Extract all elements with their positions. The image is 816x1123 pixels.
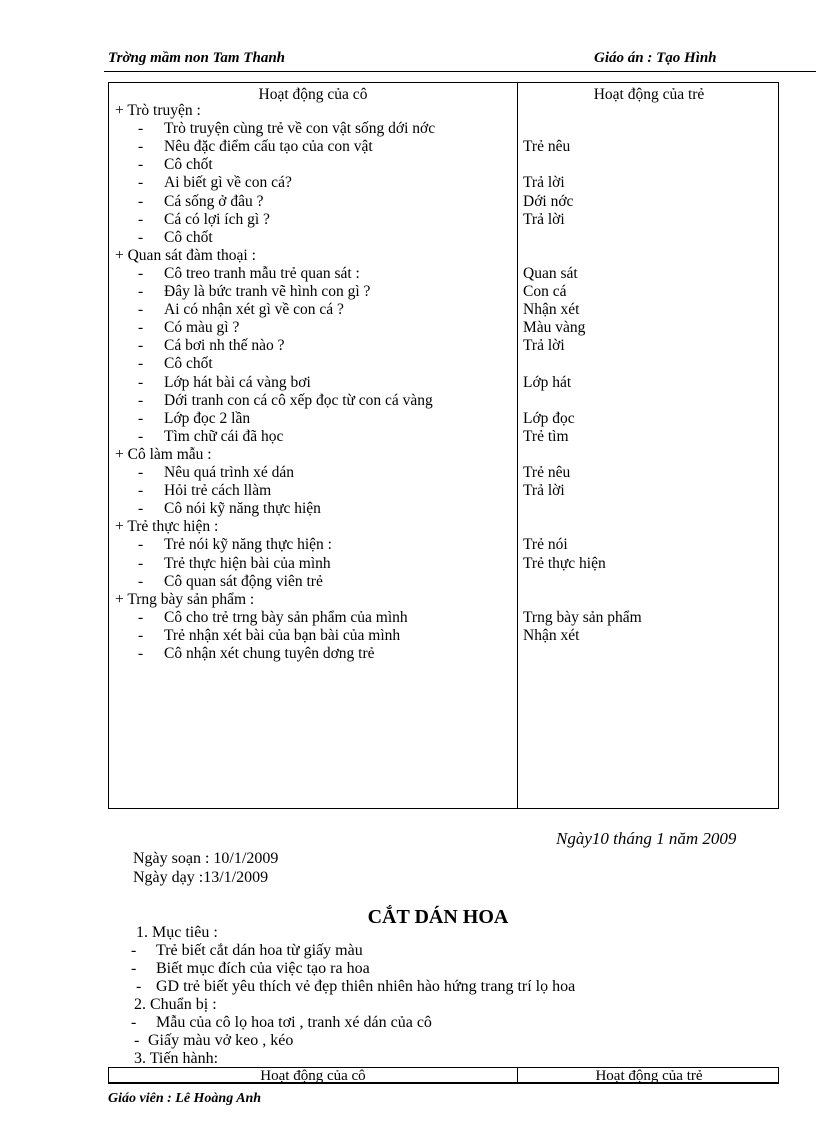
table-row — [109, 265, 779, 283]
teacher-activity: Nêu đặc điểm cấu tạo của con vật — [164, 138, 373, 156]
teacher-activity: Cô treo tranh mẫu trẻ quan sát : — [164, 264, 360, 282]
bullet-dash: - — [138, 409, 144, 427]
table-row — [109, 374, 779, 392]
category-label: + Trẻ thực hiện : — [115, 518, 219, 536]
category-label: + Quan sát đàm thoại : — [115, 246, 256, 264]
table-row — [109, 301, 779, 319]
table-row — [109, 500, 779, 518]
table-row — [109, 193, 779, 211]
child-activity: Quan sát — [523, 264, 578, 282]
bullet-dash: - — [138, 500, 144, 518]
bullet-dash: - — [138, 572, 144, 590]
section-procedure: 3. Tiến hành: — [134, 1050, 219, 1067]
child-activity: Dới nớc — [523, 192, 574, 210]
child-activity: Trả lời — [523, 174, 565, 192]
teacher-activity: Cô nhận xét chung tuyên dơng trẻ — [164, 645, 375, 662]
bullet-dash: - — [138, 554, 144, 572]
teacher-activity: Cô quan sát động viên trẻ — [164, 572, 323, 590]
bullet-dash: - — [138, 536, 144, 554]
section-preparation: 2. Chuẩn bị : — [134, 996, 217, 1013]
child-activity: Trả lời — [523, 337, 565, 355]
bullet-dash: - — [138, 373, 144, 391]
teacher-activity: Trẻ nhận xét bài của bạn bài của mình — [164, 626, 401, 644]
teacher-column-header: Hoạt động của cô — [260, 1068, 366, 1084]
table-row — [109, 518, 779, 536]
bullet-dash: - — [138, 355, 144, 373]
child-column-header: Hoạt động của trẻ — [593, 86, 705, 103]
teacher-activity: Dới tranh con cá cô xếp đọc từ con cá vàng — [164, 391, 433, 409]
prepared-date: Ngày soạn : 10/1/2009 — [133, 850, 279, 867]
header-rule — [104, 71, 816, 72]
teacher-activity: Có màu gì ? — [164, 319, 240, 337]
table-row — [109, 138, 779, 156]
category-label: + Cô làm mẫu : — [115, 445, 212, 463]
table-row — [109, 482, 779, 500]
bullet-dash: - — [138, 626, 144, 644]
teacher-activity: Hỏi trẻ cách llàm — [164, 482, 272, 500]
table-row — [109, 102, 779, 120]
child-activity: Con cá — [523, 283, 567, 300]
table-row — [109, 247, 779, 265]
teacher-activity: Cá sống ở đâu ? — [164, 192, 264, 210]
bullet-dash: - — [138, 210, 144, 228]
teacher-activity: Ai có nhận xét gì về con cá ? — [164, 301, 344, 319]
section-objectives: 1. Mục tiêu : — [136, 924, 218, 941]
table-row — [109, 591, 779, 609]
table-row — [109, 428, 779, 446]
table-row — [109, 410, 779, 428]
bullet-dash: - — [138, 645, 144, 662]
table-row — [109, 156, 779, 174]
table-row — [109, 555, 779, 573]
table-row — [109, 319, 779, 337]
category-label: + Trò truyện : — [115, 102, 201, 119]
teacher-activity: Cô nói kỹ năng thực hiện — [164, 500, 321, 518]
bullet-dash: - — [138, 156, 144, 174]
bullet-dash: - — [138, 337, 144, 355]
child-activity: Trẻ tìm — [523, 427, 569, 445]
table-row — [109, 627, 779, 645]
bullet-dash: - — [138, 391, 144, 409]
child-activity: Trả lời — [523, 210, 565, 228]
teacher-activity: Cô chốt — [164, 156, 213, 174]
bullet-dash: - — [138, 174, 144, 192]
child-activity: Nhận xét — [523, 626, 580, 644]
table-row — [109, 211, 779, 229]
teacher-activity: Lớp hát bài cá vàng bơi — [164, 373, 311, 391]
bullet-dash: - — [138, 192, 144, 210]
date-line: Ngày10 tháng 1 năm 2009 — [556, 829, 737, 848]
child-activity: Trẻ nêu — [523, 464, 571, 481]
teacher-column-header: Hoạt động của cô — [258, 86, 368, 103]
table-row — [109, 355, 779, 373]
table-row — [109, 464, 779, 482]
lesson-subject: Giáo án : Tạo Hình — [594, 50, 717, 66]
child-activity: Trẻ nêu — [523, 138, 571, 156]
bullet-dash: - — [138, 608, 144, 626]
teacher-activity: Cô cho trẻ trng bày sản phẩm của mình — [164, 608, 408, 626]
teacher-activity: Trẻ thực hiện bài của mình — [164, 554, 331, 572]
bullet-dash: - — [138, 482, 144, 500]
teacher-activity: Tìm chữ cái đã học — [164, 427, 284, 445]
teacher-activity: Nêu quá trình xé dán — [164, 464, 294, 481]
teacher-activity: Cá có lợi ích gì ? — [164, 210, 270, 228]
teacher-name: Giáo viên : Lê Hoàng Anh — [108, 1091, 262, 1106]
teacher-activity: Đây là bức tranh vẽ hình con gì ? — [164, 283, 371, 300]
lesson-title: CẮT DÁN HOA — [367, 906, 509, 928]
bullet-dash: - — [138, 120, 144, 138]
teacher-activity: Trò truyện cùng trẻ về con vật sống dới nớc — [164, 120, 436, 138]
bullet-dash: - — [138, 301, 144, 319]
child-activity: Lớp đọc — [523, 409, 575, 427]
bullet-dash: - — [138, 464, 144, 481]
bullet-dash: - — [138, 319, 144, 337]
activity-table — [108, 82, 779, 809]
table-row — [109, 174, 779, 192]
table-row — [109, 573, 779, 591]
child-activity: Nhận xét — [523, 301, 580, 319]
table-row — [109, 283, 779, 301]
child-activity: Lớp hát — [523, 373, 572, 391]
table-row — [109, 446, 779, 464]
teacher-activity: Lớp đọc 2 lần — [164, 409, 251, 427]
bullet-dash: - — [138, 427, 144, 445]
table-row — [109, 392, 779, 410]
bullet-dash: - — [138, 283, 144, 300]
table-row — [109, 337, 779, 355]
taught-date: Ngày dạy :13/1/2009 — [133, 869, 269, 886]
teacher-activity: Cô chốt — [164, 228, 213, 246]
table-row — [109, 229, 779, 247]
bullet-dash: - — [138, 228, 144, 246]
category-label: + Trng bày sản phẩm : — [115, 590, 255, 608]
table-row — [109, 645, 779, 663]
table-row — [109, 609, 779, 627]
table-row — [109, 536, 779, 554]
child-activity: Trẻ nói — [523, 536, 568, 554]
teacher-activity: Cá bơi nh thế nào ? — [164, 337, 285, 355]
bottom-activity-table — [108, 1067, 779, 1084]
bullet-dash: - — [138, 264, 144, 282]
child-column-header: Hoạt động của trẻ — [595, 1068, 703, 1084]
child-activity: Màu vàng — [523, 319, 586, 337]
school-name: Trờng mầm non Tam Thanh — [108, 50, 285, 66]
table-row — [109, 120, 779, 138]
bullet-dash: - — [138, 138, 144, 156]
teacher-activity: Trẻ nói kỹ năng thực hiện : — [164, 536, 332, 554]
teacher-activity: Ai biết gì về con cá? — [164, 174, 292, 192]
child-activity: Trng bày sản phẩm — [523, 608, 642, 626]
child-activity: Trả lời — [523, 482, 565, 500]
child-activity: Trẻ thực hiện — [523, 554, 606, 572]
teacher-activity: Cô chốt — [164, 355, 213, 373]
